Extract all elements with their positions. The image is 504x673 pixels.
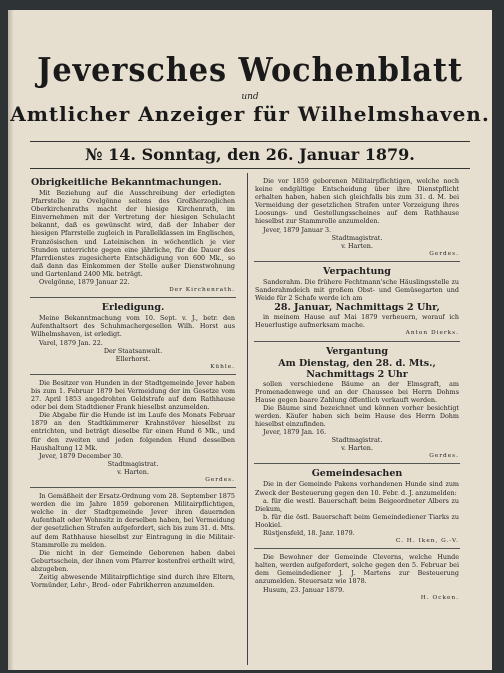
- notice-office: Der Staatsanwalt.: [103, 346, 163, 355]
- notice-body: Die nicht in der Gemeinde Geborenen haben dabei Geburtsschein, der ihnen vom Pfarrer kostenfrei ertheilt wird, abzugeben.: [31, 548, 235, 573]
- notice-emphasis: Am Dienstag, den 28. d. Mts., Nachmittags 2 Uhr: [278, 357, 436, 380]
- masthead-rule-top: [30, 141, 470, 142]
- notice-signature: v. Harten.: [117, 467, 149, 476]
- notice-verpachtung: [254, 264, 460, 342]
- notice-heading: Obrigkeitliche Bekanntmachungen.: [31, 177, 222, 188]
- notice-body: Die in der Gemeinde Pakens vorhandenen Hunde sind zum Zweck der Besteuerung gegen den 10. Febr. d. J. anzumelden:: [255, 480, 459, 497]
- notice-body: sollen verschiedene Bäume an der Elmsgraft, am Promenadenwege und an der Chaussee bei Herrn Dohms Hause gegen baare Zahlung öffentlich verkauft werden.: [255, 379, 459, 404]
- notice-signature: Ellerhorst.: [115, 354, 151, 363]
- notice-body: Die vor 1859 geborenen Militairpflichtigen, welche noch keine endgültige Entscheidung über ihre Dienstpflicht erhalten haben, haben sich gleichfalls bis zum 31. d. M. bei Vermeidung der gesetzlichen Strafen unter Vorzeigung ihres Loosungs- und Gestellungsscheines auf dem Rathhause hieselbst zur Stammrolle anzumelden.: [255, 177, 459, 226]
- notice-heading: Gemeindesachen: [311, 468, 403, 480]
- notice-body: Die Bewohner der Gemeinde Cleverns, welche Hunde halten, werden aufgefordert, solche gegen den 5. Februar bei dem Gemeindediener J. J. Martens zur Besteuerung anzumelden. Steuersatz wie 1878.: [255, 553, 459, 586]
- notice-heading: Vergantung: [325, 345, 389, 357]
- notice-military: [30, 490, 236, 592]
- notice-body: in meinem Hause auf Mai 1879 verheuern, worauf ich Heuerlustige aufmerksam mache.: [255, 313, 459, 330]
- notice-publisher: Kühle.: [210, 363, 235, 370]
- notice-dateline: Jever, 1879 Januar 3.: [263, 225, 332, 234]
- notice-body: Die Besitzer von Hunden in der Stadtgemeinde Jever haben bis zum 1. Februar 1879 bei Vermeidung der im Gesetze vom 27. April 1853 angedrohten Geldstrafe auf dem Rathhause oder bei dem Stadtdiener Frank hieselbst anzumelden.: [31, 378, 235, 412]
- notice-signature: v. Harten.: [341, 444, 373, 453]
- notice-dateline: Husum, 23. Januar 1879.: [263, 585, 345, 594]
- notice-office: Stadtmagistrat.: [331, 436, 383, 445]
- notice-signature: Der Kirchenrath.: [169, 287, 235, 294]
- notice-signature: C. H. Iken, G.-V.: [395, 538, 459, 545]
- notice-body: Zeitig abwesende Militairpflichtige sind durch ihre Eltern, Vormünder, Lehr-, Brod- oder Fabrikherren anzumelden.: [31, 573, 235, 590]
- newspaper-page: [8, 10, 492, 670]
- notice-body: Die Bäume sind bezeichnet und können vorher besichtigt werden. Käufer haben sich beim Hause des Herrn Dohm hieselbst einzufinden.: [255, 403, 459, 428]
- notice-dog-owners: [30, 377, 236, 488]
- notice-dateline: Varel, 1879 Jan. 22.: [39, 338, 103, 347]
- notice-body: Die Abgabe für die Hunde ist im Laufe des Monats Februar 1879 an den Stadtkämmerer Krahnstöver hieselbst zu entrichten, und beträgt dieselbe für einen Hund 6 Mk., und für den zweiten und jeden folgenden Hund desselben Haushaltung 12 Mk.: [31, 411, 235, 452]
- notice-list-item: a. für die westl. Bauerschaft beim Beigeordneter Albers zu Diekum,: [255, 496, 459, 513]
- notice-list-item: b. für die östl. Bauerschaft beim Gemeindediener Tiarks zu Hookiel.: [255, 512, 459, 529]
- notice-signature: v. Harten.: [341, 241, 373, 250]
- masthead-title: Jeversches Wochenblatt: [37, 50, 463, 89]
- notice-body: Mit Beziehung auf die Ausschreibung der erledigten Pfarrstelle zu Ovelgönne seitens des Großherzoglichen Oberkirchenraths macht der hiesige Kirchenrath, im Einvernehmen mit der Vertretung der hiesigen Schulacht bekannt, daß es gewünscht wird, daß der Inhaber der hiesigen Pfarrstelle zugleich in Parallelklassen im Englischen, Französischen und Lateinischen in wöchentlich je vier Stunden unterrichte gegen eine jährliche, für die Dauer des Pfarrdienstes zugesicherte Entschädigung von 600 Mk., so daß dann das Einkommen der Stelle außer Dienstwohnung und Gartenland 2400 Mk. beträgt.: [31, 189, 235, 278]
- notice-official: [30, 175, 236, 298]
- notice-office: Stadtmagistrat.: [331, 233, 383, 242]
- notice-body: Meine Bekanntmachung vom 10. Sept. v. J., betr. den Aufenthaltsort des Schuhmachergesellen Wilh. Horst aus Wilhelmshaven, ist erledigt.: [31, 314, 235, 339]
- right-column: [254, 175, 460, 607]
- notice-erledigung: [30, 300, 236, 375]
- notice-publisher: Gerdes.: [429, 453, 459, 460]
- masthead-connector: und: [241, 92, 259, 102]
- notice-body: Sanderahm. Die frühere Fechtmann'sche Häuslingsstelle zu Sanderahmdeich mit großem Obst- und Gemüsegarten und Weide für 2 Schafe werde ich am: [255, 277, 459, 303]
- notice-signature: H. Ocken.: [420, 594, 459, 601]
- notice-dateline: Ovelgönne, 1879 Januar 22.: [39, 278, 130, 287]
- notice-heading: Verpachtung: [323, 265, 391, 277]
- notice-cleverns-dogs: [254, 551, 460, 605]
- notice-body: In Gemäßheit der Ersatz-Ordnung vom 28. September 1875 werden die im Jahre 1859 geborenen Militairpflichtigen, welche in der Stadtgemeinde Jever ihren dauernden Aufenthalt oder Wohnsitz in derselben haben, bei Vermeidung der gesetzlichen Strafen aufgefordert, sich bis zum 31. d. Mts. auf dem Rathhause hieselbst zur Eintragung in die Militair-Stammrolle zu melden.: [31, 492, 235, 549]
- issue-dateline: № 14. Sonntag, den 26. Januar 1879.: [85, 145, 415, 164]
- left-column: [30, 175, 236, 594]
- notice-signature: Anton Dierks.: [405, 330, 459, 337]
- notice-heading: Erledigung.: [101, 302, 165, 314]
- notice-office: Stadtmagistrat.: [107, 459, 159, 468]
- notice-gemeindesachen: [254, 466, 460, 549]
- notice-emphasis: 28. Januar, Nachmittags 2 Uhr,: [274, 302, 440, 314]
- notice-publisher: Gerdes.: [429, 250, 459, 257]
- masthead-rule-bottom: [30, 168, 470, 169]
- notice-dateline: Jever, 1879 December 30.: [39, 451, 123, 460]
- notice-dateline: Jever, 1879 Jan. 16.: [263, 428, 327, 437]
- notice-vergantung: [254, 344, 460, 465]
- column-divider: [247, 173, 248, 665]
- notice-publisher: Gerdes.: [205, 477, 235, 483]
- notice-military-older: [254, 175, 460, 262]
- notice-dateline: Rüstjensfeld, 18. Janr. 1879.: [263, 529, 355, 537]
- masthead-subtitle: Amtlicher Anzeiger für Wilhelmshaven.: [10, 102, 490, 126]
